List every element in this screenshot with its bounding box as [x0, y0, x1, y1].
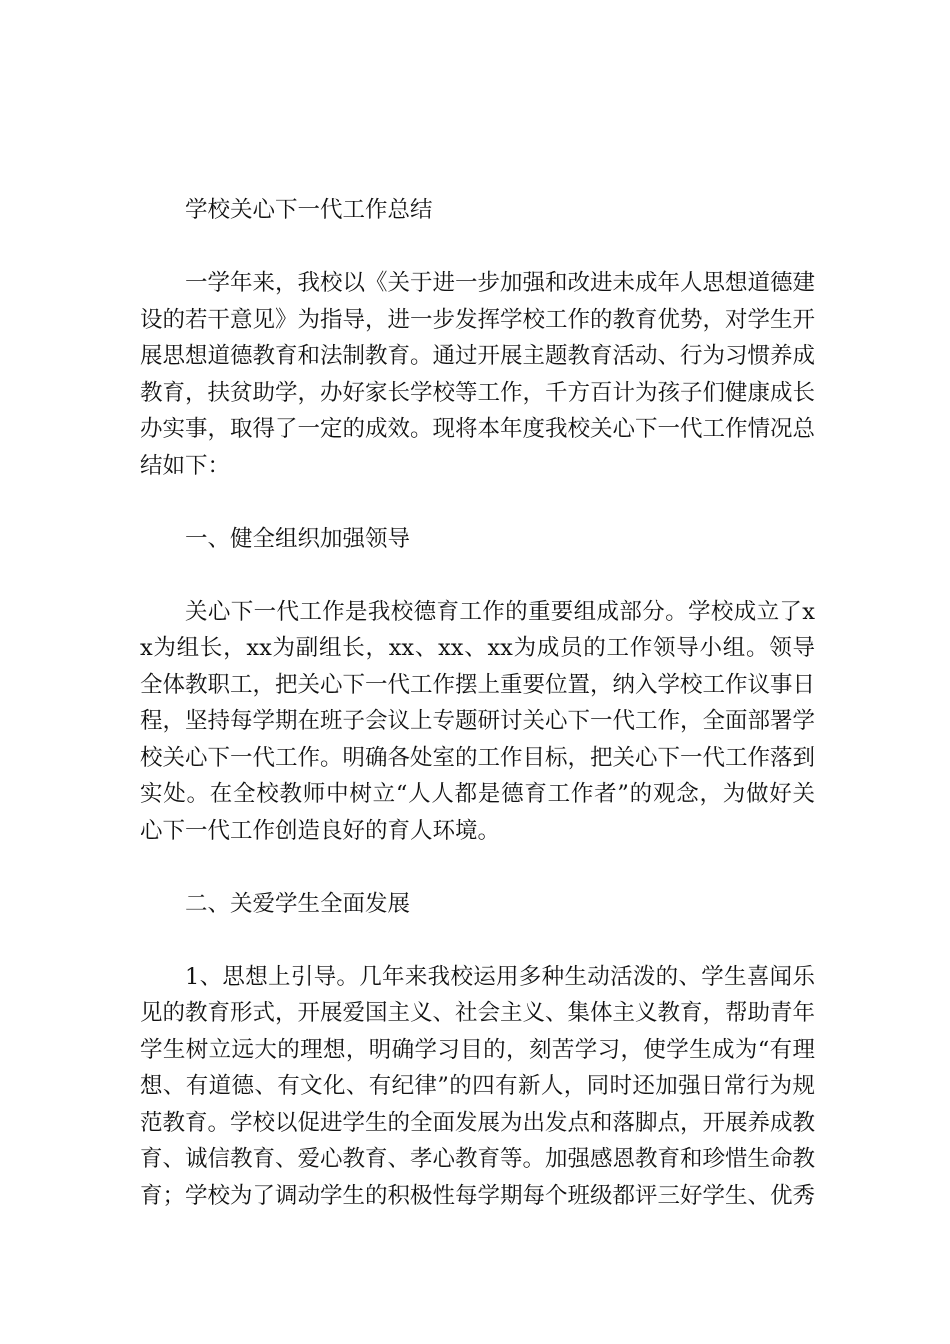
section-1-paragraph: 关心下一代工作是我校德育工作的重要组成部分。学校成立了xx为组长，xx为副组长，xx、xx、xx为成员的工作领导小组。领导全体教职工，把关心下一代工作摆上重要位置，纳入学校工作议事日程，坚持每学期在班子会议上专题研讨关心下一代工作，全面部署学校关心下一代工作。明确各处室的工作目标，把关心下一代工作落到实处。在全校教师中树立“人人都是德育工作者”的观念，为做好关心下一代工作创造良好的育人环境。 — [140, 598, 816, 844]
section-heading-2: 二、关爱学生全面发展 — [185, 890, 411, 917]
section-2-paragraph: 1、思想上引导。几年来我校运用多种生动活泼的、学生喜闻乐见的教育形式，开展爱国主义、社会主义、集体主义教育，帮助青年学生树立远大的理想，明确学习目的，刻苦学习，使学生成为“有理想、有道德、有文化、有纪律”的四有新人，同时还加强日常行为规范教育。学校以促进学生的全面发展为出发点和落脚点，开展养成教育、诚信教育、爱心教育、孝心教育等。加强感恩教育和珍惜生命教育；学校为了调动学生的积极性每学期每个班级都评三好学生、优秀 — [140, 963, 816, 1209]
intro-paragraph: 一学年来，我校以《关于进一步加强和改进未成年人思想道德建设的若干意见》为指导，进一步发挥学校工作的教育优势，对学生开展思想道德教育和法制教育。通过开展主题教育活动、行为习惯养成教育，扶贫助学，办好家长学校等工作，千方百计为孩子们健康成长办实事，取得了一定的成效。现将本年度我校关心下一代工作情况总结如下： — [140, 270, 816, 479]
document-title: 学校关心下一代工作总结 — [185, 197, 433, 223]
document-body — [140, 192, 815, 1214]
section-heading-1: 一、健全组织加强领导 — [185, 525, 411, 552]
